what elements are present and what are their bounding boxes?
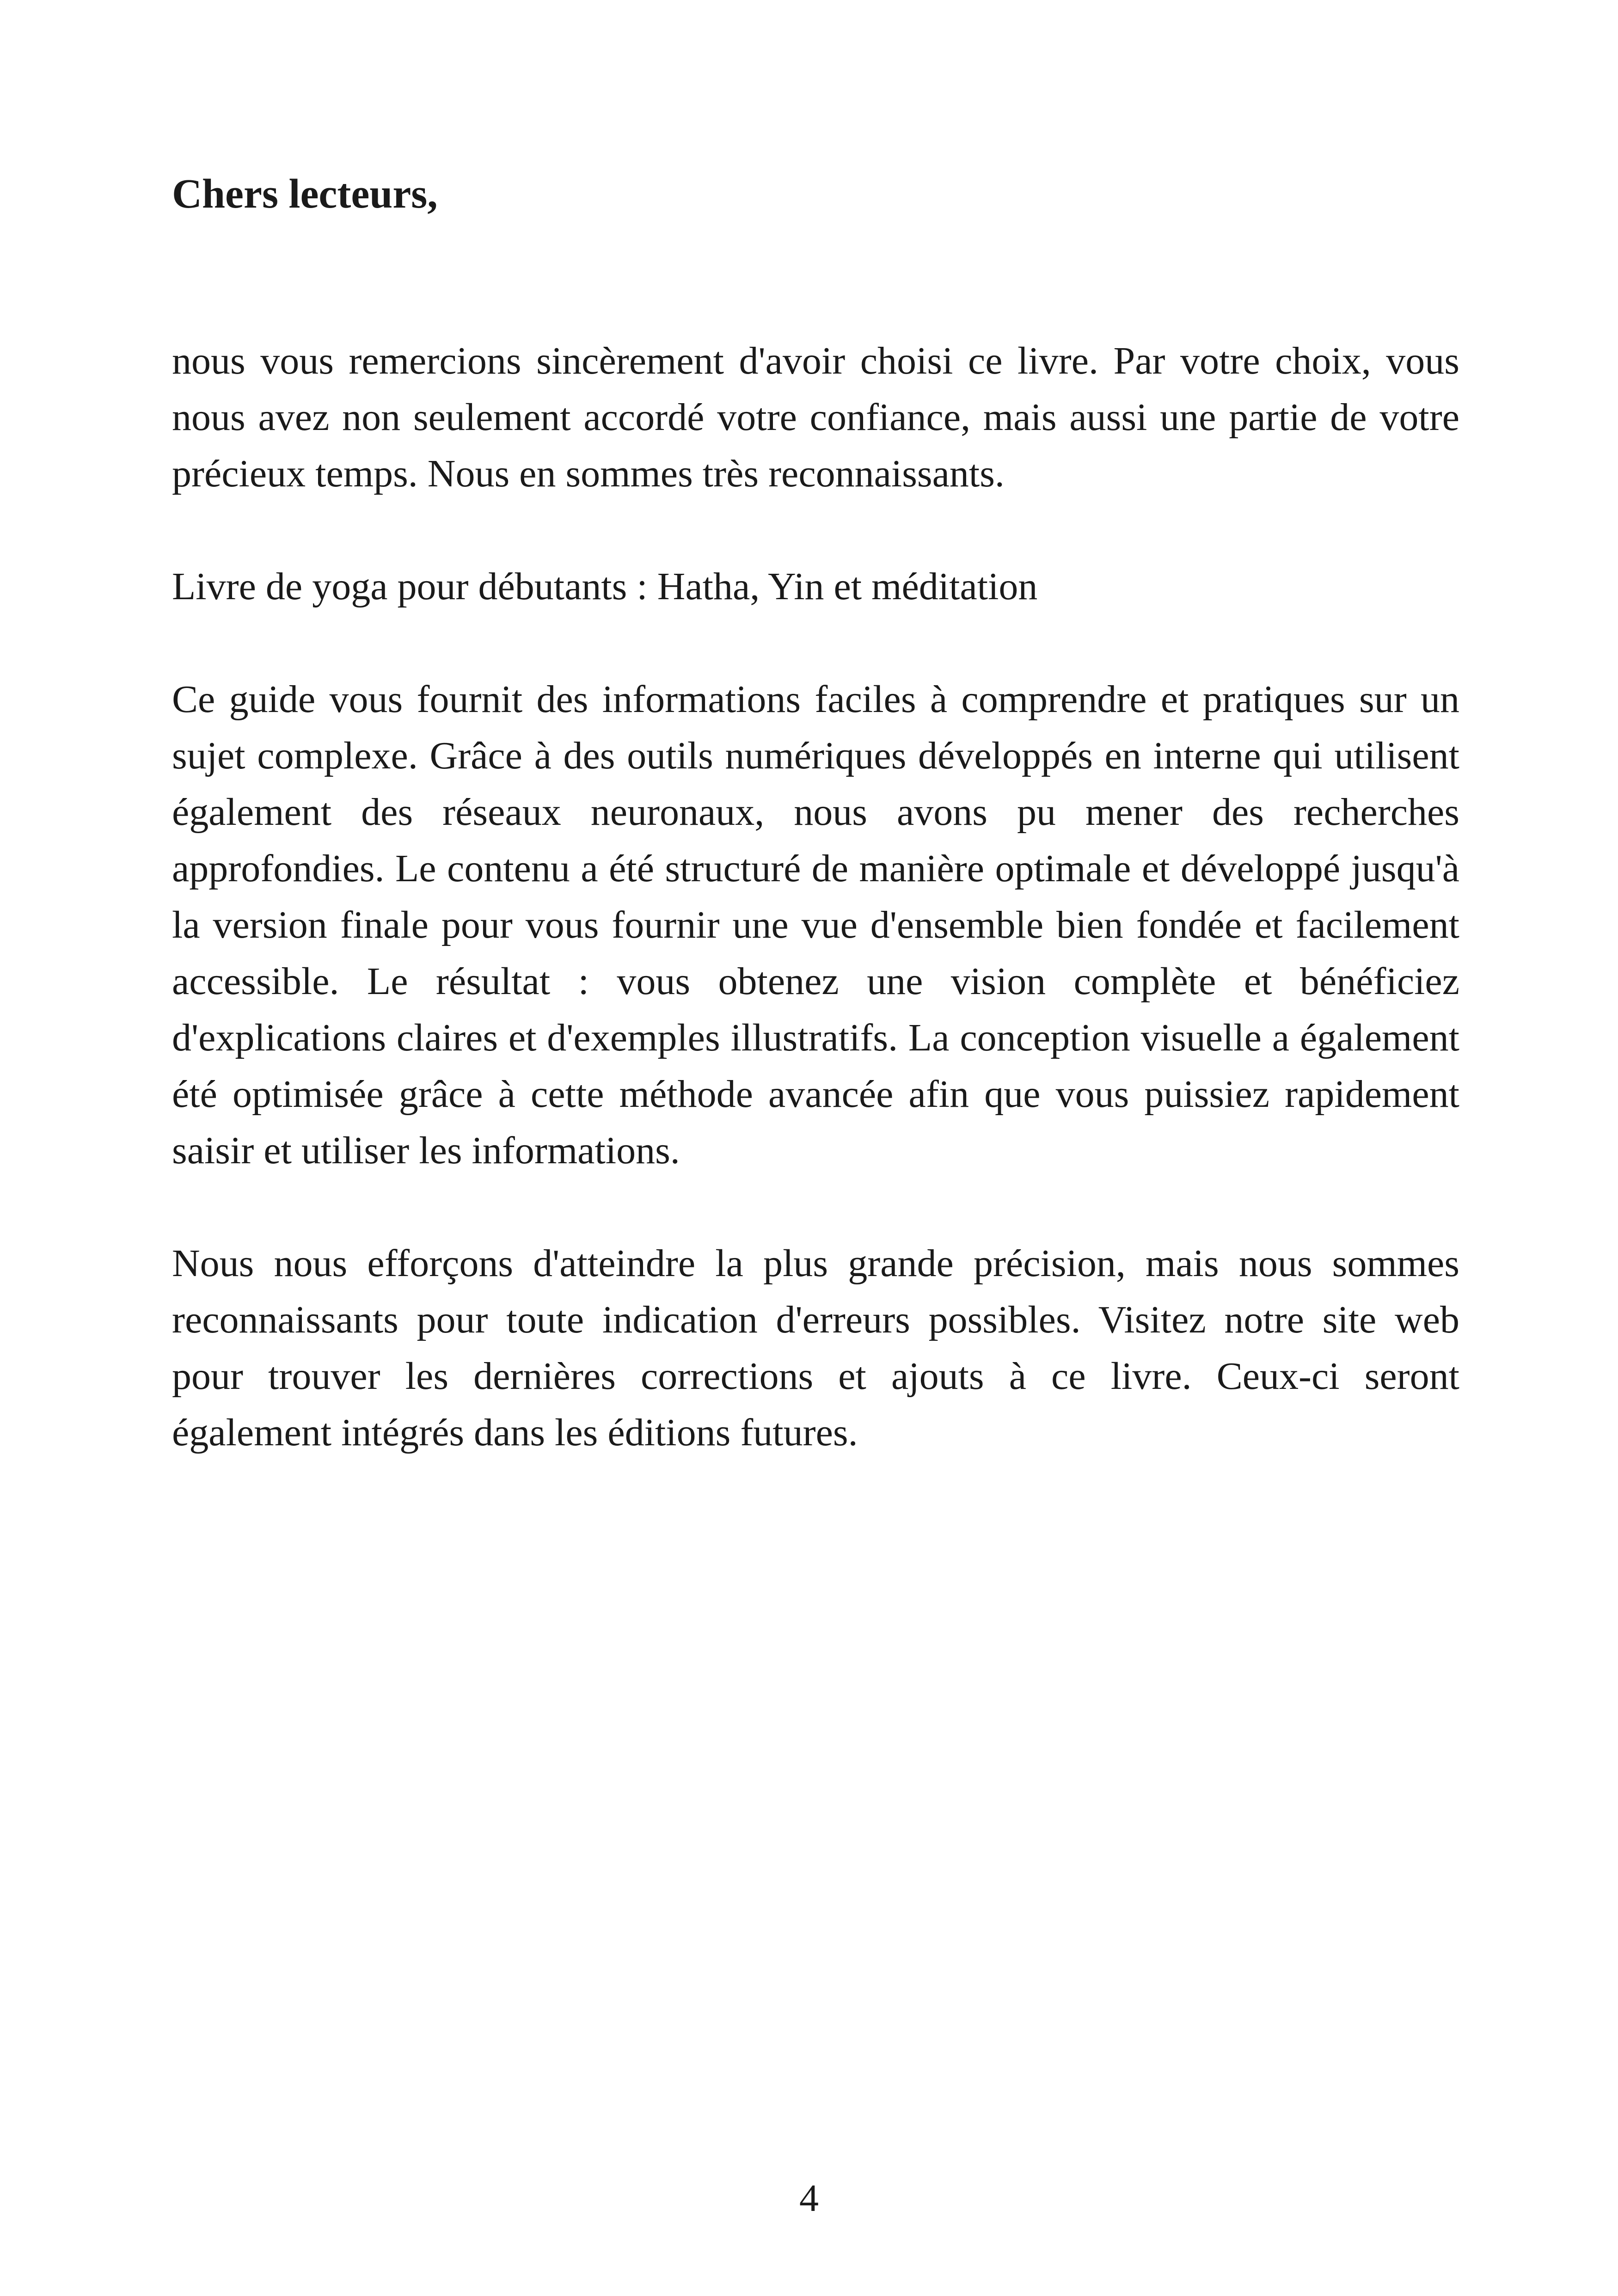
page-number: 4	[799, 2177, 819, 2220]
guide-description-paragraph: Ce guide vous fournit des informations faciles à comprendre et pratiques sur un sujet complexe. Grâce à des outils numériques développés en interne qui utilisent également des réseaux neuronaux, nous avons pu mener des recherches approfondies. Le contenu a été structuré de manière optimale et développé jusqu'à la version finale pour vous fournir une vue d'ensemble bien fondée et facilement accessible. Le résultat : vous obtenez une vision complète et bénéficiez d'explications claires et d'exemples illustratifs. La conception visuelle a également été optimisée grâce à cette méthode avancée afin que vous puissiez rapidement saisir et utiliser les informations.	[172, 678, 1459, 1172]
corrections-paragraph: Nous nous efforçons d'atteindre la plus grande précision, mais nous sommes reconnaissants pour toute indication d'erreurs possibles. Visitez notre site web pour trouver les dernières corrections et ajouts à ce livre. Ceux-ci seront également intégrés dans les éditions futures.	[172, 1242, 1459, 1454]
thanks-paragraph: nous vous remercions sincèrement d'avoir choisi ce livre. Par votre choix, vous nous avez non seulement accordé votre confiance, mais aussi une partie de votre précieux temps. Nous en sommes très reconnaissants.	[172, 339, 1459, 495]
salutation-heading: Chers lecteurs,	[172, 171, 438, 217]
book-title-line: Livre de yoga pour débutants : Hatha, Yin et méditation	[172, 565, 1038, 608]
page-body	[172, 166, 1459, 1461]
